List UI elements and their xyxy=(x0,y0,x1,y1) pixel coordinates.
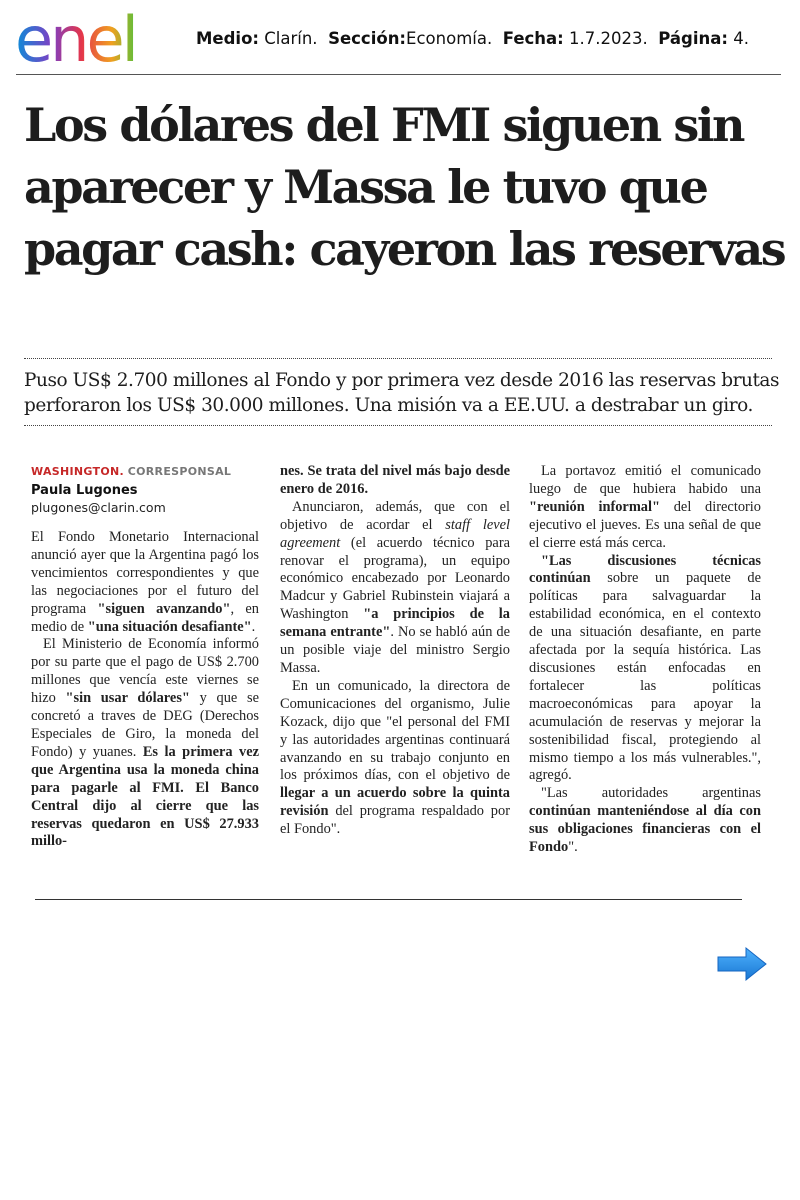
enel-logo xyxy=(15,6,180,68)
fecha-value: 1.7.2023. xyxy=(569,29,648,48)
seccion-value: Economía. xyxy=(406,29,493,48)
article-column-1 xyxy=(31,463,259,851)
pagina-value: 4. xyxy=(733,29,749,48)
medio-label: Medio: xyxy=(196,29,260,48)
header-divider xyxy=(16,74,781,75)
paragraph: Anunciaron, además, que con el objetivo de acordar el staff level agreement (el acuerdo técnico para renovar el programa), un equipo económico encabezado por Leonardo Madcur y Gabriel Rubinstein viajará a Washington "a principios de la semana entrante". No se habló aún de un posible viaje del ministro Sergio Massa. xyxy=(280,498,510,676)
pagina-label: Página: xyxy=(658,29,728,48)
deck-bottom-divider xyxy=(24,425,772,426)
publication-metadata xyxy=(196,29,749,48)
byline-location xyxy=(31,465,259,479)
fecha-label: Fecha: xyxy=(502,29,564,48)
paragraph: En un comunicado, la directora de Comunicaciones del organismo, Julie Kozack, dijo que "el personal del FMI y las autoridades argentinas continuará avanzando en su trabajo conjunto en los próximos días, con el objetivo de llegar a un acuerdo sobre la quinta revisión del programa respaldado por el Fondo". xyxy=(280,677,510,838)
byline-email[interactable]: plugones@clarin.com xyxy=(31,500,166,515)
article-column-3 xyxy=(529,463,761,857)
arrow-right-icon[interactable] xyxy=(716,946,768,982)
byline-city: WASHINGTON. xyxy=(31,465,124,478)
article-deck: Puso US$ 2.700 millones al Fondo y por primera vez desde 2016 las reservas brutas perforaron los US$ 30.000 millones. Una misión va a EE.UU. a destrabar un giro. xyxy=(24,370,780,416)
medio-value: Clarín. xyxy=(264,29,318,48)
deck-top-divider xyxy=(24,358,772,359)
byline-author: Paula Lugones xyxy=(31,483,138,498)
paragraph: "Las autoridades argentinas continúan manteniéndose al día con sus obligaciones financieras con el Fondo". xyxy=(529,785,761,856)
paragraph: "Las discusiones técnicas continúan sobre un paquete de políticas para salvaguardar la estabilidad económica, en el contexto de una situación desafiante, en parte afectada por la sequía histórica. Las discusiones están enfocadas en fortalecer las políticas macroeconómicas para apoyar la acumulación de reservas y mejorar la sostenibilidad fiscal, protegiendo al mismo tiempo a los más vulnerables.", agregó. xyxy=(529,552,761,784)
article-headline: Los dólares del FMI siguen sin aparecer y Massa le tuvo que pagar cash: cayeron las reservas xyxy=(24,98,785,276)
paragraph: La portavoz emitió el comunicado luego de que hubiera habido una "reunión informal" del directorio ejecutivo el jueves. Es una señal de que el cierre está más cerca. xyxy=(529,463,761,551)
seccion-label: Sección: xyxy=(328,29,407,48)
byline-role: CORRESPONSAL xyxy=(127,465,232,478)
article-column-2 xyxy=(280,463,510,839)
article-bottom-divider xyxy=(35,899,742,900)
paragraph: El Ministerio de Economía informó por su parte que el pago de US$ 2.700 millones que vencía este viernes se hizo "sin usar dólares" y que se concretó a traves de DEG (Derechos Especiales de Giro, la moneda del Fondo) y yuanes. Es la primera vez que Argentina usa la moneda china para pagarle al FMI. El Banco Central dijo al cierre que las reservas quedaron en US$ 27.933 millo- xyxy=(31,636,259,850)
svg-text:enel: enel xyxy=(15,6,136,68)
paragraph: El Fondo Monetario Internacional anunció ayer que la Argentina pagó los vencimientos correspondientes y que las negociaciones por el futuro del programa "siguen avanzando", en medio de "una situación desafiante". xyxy=(31,529,259,635)
paragraph: nes. Se trata del nivel más bajo desde enero de 2016. xyxy=(280,463,510,497)
